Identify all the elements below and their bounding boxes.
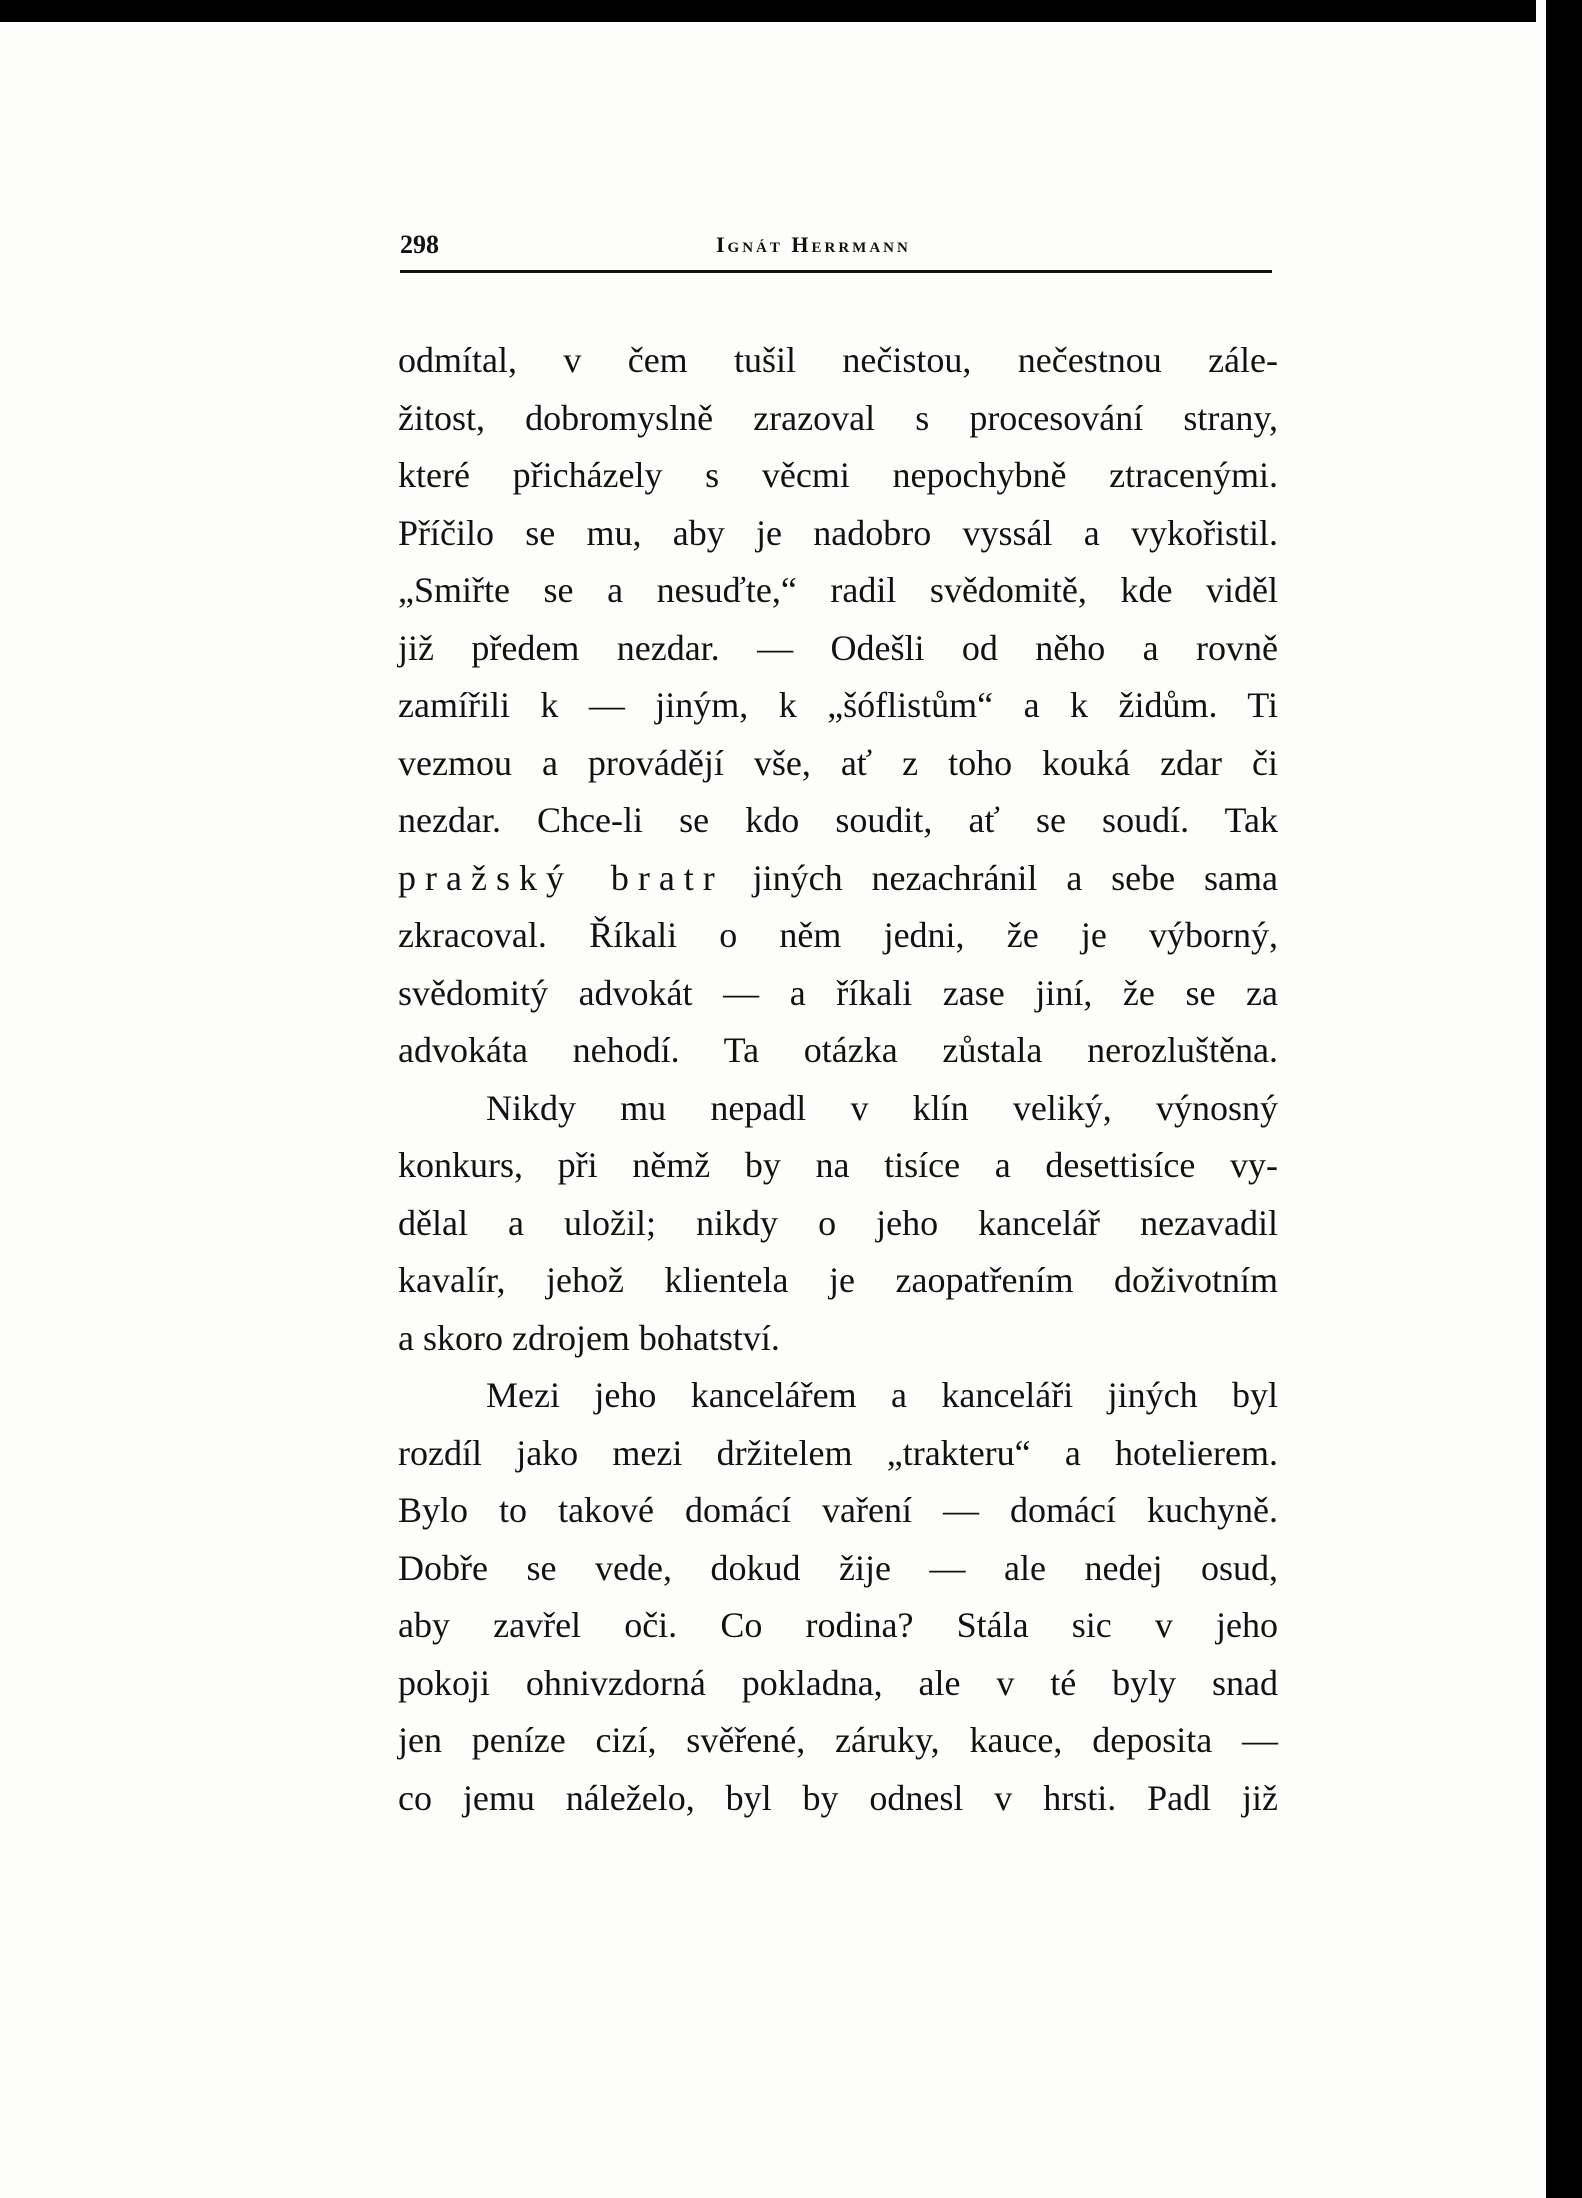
text-line: nezdar. Chce-li se kdo soudit, ať se soudí. Tak <box>398 800 1278 840</box>
text-line: odmítal, v čem tušil nečistou, nečestnou zále- <box>398 340 1278 380</box>
text-line: zamířili k — jiným, k „šóflistům“ a k židům. Ti <box>398 685 1278 725</box>
text-line: jen peníze cizí, svěřené, záruky, kauce, deposita — <box>398 1720 1278 1760</box>
text-line: Bylo to takové domácí vaření — domácí kuchyně. <box>398 1490 1278 1530</box>
text-line: Dobře se vede, dokud žije — ale nedej osud, <box>398 1547 1278 1588</box>
text-line: advokáta nehodí. Ta otázka zůstala nerozluštěna. <box>398 1030 1278 1070</box>
page-number: 298 <box>400 230 439 259</box>
text-line: pokoji ohnivzdorná pokladna, ale v té byly snad <box>398 1662 1278 1703</box>
text-line: dělal a uložil; nikdy o jeho kancelář nezavadil <box>398 1202 1278 1243</box>
text-line: konkurs, při němž by na tisíce a desettisíce vy- <box>398 1145 1278 1185</box>
text-line-paragraph-end: a skoro zdrojem bohatství. <box>398 1317 780 1358</box>
text-line: vezmou a provádějí vše, ať z toho kouká zdar či <box>398 742 1278 783</box>
running-head-author: Ignát Herrmann <box>716 232 911 257</box>
body-text <box>398 332 1278 1827</box>
text-line: Příčilo se mu, aby je nadobro vyssál a vykořistil. <box>398 512 1278 553</box>
text-line: které přicházely s věcmi nepochybně ztracenými. <box>398 455 1278 495</box>
text-line-paragraph-start: Nikdy mu nepadl v klín veliký, výnosný <box>486 1087 1278 1128</box>
text-line-paragraph-start: Mezi jeho kancelářem a kanceláři jiných byl <box>486 1375 1278 1415</box>
text-line: rozdíl jako mezi držitelem „trakteru“ a hotelierem. <box>398 1432 1278 1473</box>
text-line: žitost, dobromyslně zrazoval s procesování strany, <box>398 397 1278 438</box>
text-line-spaced <box>398 850 1278 908</box>
page-header <box>400 230 1272 273</box>
text-line: aby zavřel oči. Co rodina? Stála sic v jeho <box>398 1605 1278 1645</box>
spaced-emphasis: pražský bratr <box>398 857 724 898</box>
text-line: již předem nezdar. — Odešli od něho a rovně <box>398 627 1278 668</box>
text-line: zkracoval. Říkali o něm jedni, že je výborný, <box>398 915 1278 955</box>
line-remainder: jiných nezachránil a sebe sama <box>723 857 1278 898</box>
text-line: svědomitý advokát — a říkali zase jiní, že se za <box>398 972 1278 1013</box>
text-line: co jemu náleželo, byl by odnesl v hrsti. Padl již <box>398 1777 1278 1818</box>
scan-border-right <box>1536 0 1582 2198</box>
scan-border-top <box>0 0 1582 22</box>
text-line: kavalír, jehož klientela je zaopatřením doživotním <box>398 1260 1278 1300</box>
text-line: „Smiřte se a nesuďte,“ radil svědomitě, kde viděl <box>398 570 1278 610</box>
